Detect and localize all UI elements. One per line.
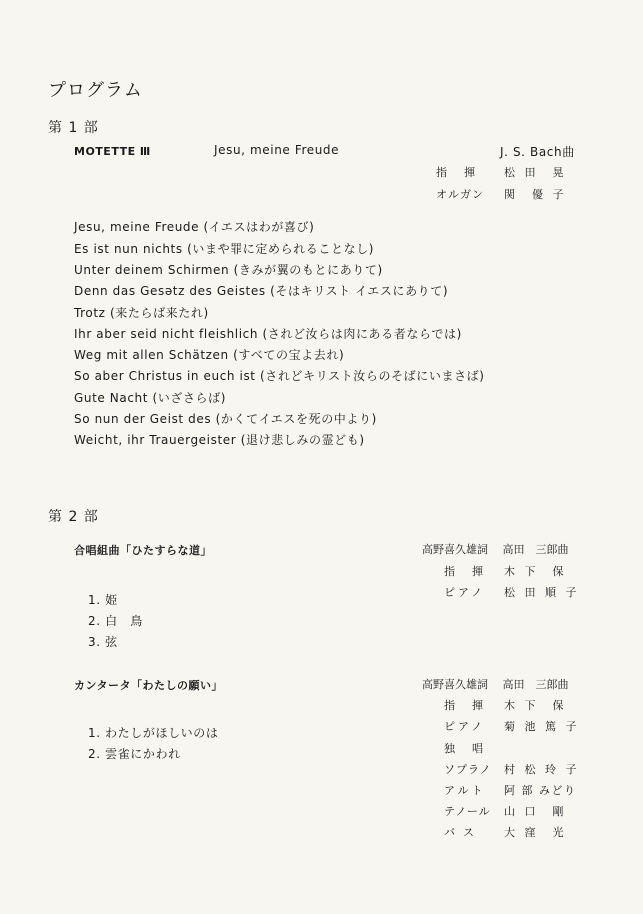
- suite2-title: カンタータ「わたしの願い」: [74, 679, 224, 692]
- movement-item: Trotz (来たらば来たれ): [74, 306, 209, 320]
- work-title: Jesu, meine Freude: [214, 143, 340, 157]
- suite2-credit-role: アルト: [444, 784, 486, 797]
- organist-role: オルガン: [436, 188, 484, 201]
- part2-heading: 第 2 部: [48, 509, 99, 525]
- organist-name: 関 優 子: [504, 188, 567, 201]
- suite2-credit-role: バス: [444, 826, 482, 839]
- movement-item: Gute Nacht (いざさらば): [74, 391, 227, 405]
- movement-item: Weicht, ihr Trauergeister (退け悲しみの霊ども): [74, 433, 365, 447]
- composer: J. S. Bach曲: [500, 145, 575, 159]
- page-title: プログラム: [48, 80, 143, 101]
- suite2-credit-name: 大 窪 光: [504, 826, 567, 839]
- suite1-item: 3. 弦: [88, 635, 118, 649]
- suite1-conductor-role: 指 揮: [444, 565, 486, 578]
- work-label: MOTETTE Ⅲ: [74, 145, 151, 158]
- movement-item: So nun der Geist des (かくてイエスを死の中より): [74, 412, 377, 426]
- movement-item: Weg mit allen Schätzen (すべての宝よ去れ): [74, 348, 345, 362]
- suite2-credit-role: ソプラノ: [444, 763, 492, 776]
- suite1-pianist-role: ピアノ: [444, 586, 486, 599]
- suite2-item: 2. 雲雀にかわれ: [88, 747, 181, 761]
- suite2-credit-name: 山 口 剛: [504, 805, 567, 818]
- suite1-conductor-name: 木 下 保: [504, 565, 567, 578]
- movement-item: Jesu, meine Freude (イエスはわが喜び): [74, 220, 315, 234]
- suite2-credit-role: ピアノ: [444, 720, 486, 733]
- suite1-item: 2. 白 鳥: [88, 614, 143, 628]
- suite1-title: 合唱組曲「ひたすらな道」: [74, 544, 212, 557]
- suite1-item: 1. 姫: [88, 593, 118, 607]
- suite2-credit-role: テノール: [444, 805, 491, 818]
- suite2-credit-name: 木 下 保: [504, 699, 567, 712]
- conductor-name: 松 田 晃: [504, 166, 567, 179]
- suite2-authors: 高野喜久雄詞 高田 三郎曲: [422, 678, 569, 691]
- movement-item: Unter deinem Schirmen (きみが翼のもとにありて): [74, 263, 383, 277]
- movement-item: Es ist nun nichts (いまや罪に定められることなし): [74, 242, 375, 256]
- suite1-pianist-name: 松 田 順 子: [504, 586, 580, 599]
- suite2-credit-name: 阿 部 みどり: [504, 784, 577, 797]
- suite2-credit-role: 指 揮: [444, 699, 486, 712]
- suite2-credit-name: 菊 池 篤 子: [504, 720, 580, 733]
- suite2-item: 1. わたしがほしいのは: [88, 726, 219, 740]
- movement-item: So aber Christus in euch ist (されどキリスト汝らのそばにいまさば): [74, 369, 485, 383]
- part1-heading: 第 1 部: [48, 120, 99, 136]
- suite2-credit-role: 独 唱: [444, 742, 486, 755]
- suite1-authors: 高野喜久雄詞 高田 三郎曲: [422, 543, 569, 556]
- conductor-role: 指 揮: [436, 166, 478, 179]
- movement-item: Ihr aber seid nicht fleishlich (されど汝らは肉にある者ならでは): [74, 327, 462, 341]
- suite2-credit-name: 村 松 玲 子: [504, 763, 580, 776]
- movement-item: Denn das Gesətz des Geistes (そはキリスト イエスにありて): [74, 284, 449, 298]
